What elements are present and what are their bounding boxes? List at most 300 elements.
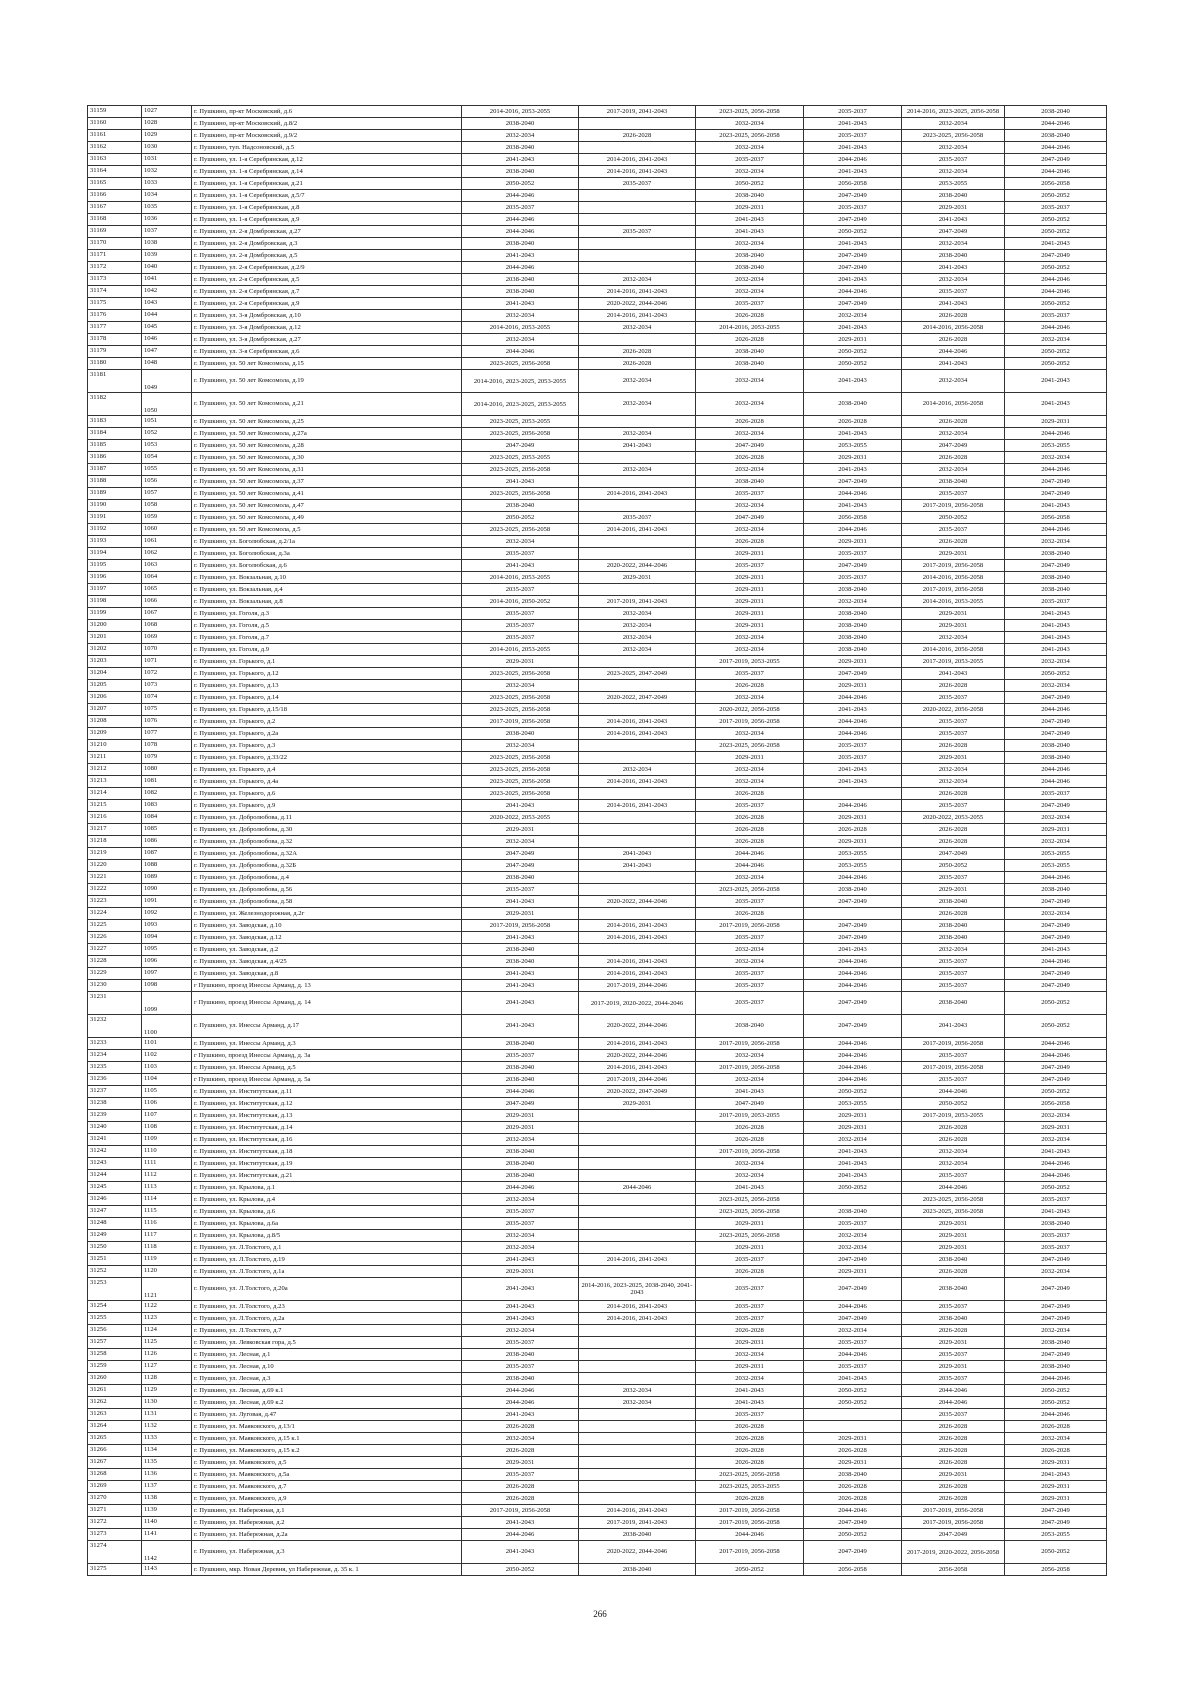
period-cell-4: 2050-2052 [804,226,902,238]
table-row [88,1505,1107,1517]
period-cell-6: 2050-2052 [1005,668,1107,680]
period-cell-4: 2026-2028 [804,824,902,836]
period-cell-4: 2044-2046 [804,980,902,992]
period-cell-2: 2014-2016, 2041-2043 [579,920,696,932]
period-cell-2 [579,1206,696,1218]
address-cell: г. Пушкино, ул. 50 лет Комсомола, д.41 [192,488,462,500]
period-cell-1: 2038-2040 [462,956,579,968]
row-id-cell: 31177 [88,322,142,334]
row-id-cell: 31229 [88,968,142,980]
row-id-cell: 31272 [88,1517,142,1529]
house-code-cell: 1124 [142,1325,192,1337]
period-cell-5: 2017-2019, 2056-2058 [902,1517,1005,1529]
row-id-cell: 31215 [88,800,142,812]
period-cell-5: 2026-2028 [902,680,1005,692]
period-cell-3: 2035-2037 [696,932,804,944]
period-cell-1: 2041-2043 [462,1313,579,1325]
address-cell: г. Пушкино, ул. Л.Толстого, д.1 [192,1242,462,1254]
period-cell-1: 2014-2016, 2050-2052 [462,596,579,608]
row-id-cell: 31227 [88,944,142,956]
period-cell-4: 2032-2034 [804,310,902,322]
period-cell-6: 2041-2043 [1005,608,1107,620]
row-id-cell: 31160 [88,118,142,130]
period-cell-1: 2041-2043 [462,298,579,310]
period-cell-1: 2047-2049 [462,440,579,452]
table-row [88,548,1107,560]
period-cell-3: 2041-2043 [696,1397,804,1409]
period-cell-4: 2041-2043 [804,428,902,440]
period-cell-6: 2047-2049 [1005,1517,1107,1529]
period-cell-3: 2029-2031 [696,752,804,764]
period-cell-6: 2044-2046 [1005,142,1107,154]
address-cell: г. Пушкино, ул. 50 лет Комсомола, д.21 [192,393,462,416]
period-cell-4 [804,908,902,920]
period-cell-4: 2035-2037 [804,1337,902,1349]
row-id-cell: 31198 [88,596,142,608]
address-cell: г. Пушкино, ул. 50 лет Комсомола, д.25 [192,416,462,428]
house-code-cell: 1118 [142,1242,192,1254]
period-cell-5: 2032-2034 [902,764,1005,776]
period-cell-4: 2029-2031 [804,1122,902,1134]
house-code-cell: 1129 [142,1385,192,1397]
house-code-cell: 1107 [142,1110,192,1122]
table-row [88,620,1107,632]
period-cell-5: 2017-2019, 2020-2022, 2056-2058 [902,1541,1005,1564]
period-cell-2: 2014-2016, 2041-2043 [579,716,696,728]
house-code-cell: 1114 [142,1194,192,1206]
period-cell-3: 2035-2037 [696,1254,804,1266]
address-cell: г. Пушкино, ул. Л.Толстого, д.20а [192,1278,462,1301]
period-cell-3: 2017-2019, 2056-2058 [696,1038,804,1050]
table-row [88,1134,1107,1146]
period-cell-5: 2029-2031 [902,620,1005,632]
period-cell-2: 2020-2022, 2044-2046 [579,1050,696,1062]
row-id-cell: 31166 [88,190,142,202]
period-cell-6: 2044-2046 [1005,776,1107,788]
house-code-cell: 1126 [142,1349,192,1361]
period-cell-4: 2029-2031 [804,836,902,848]
period-cell-3: 2026-2028 [696,1122,804,1134]
period-cell-2: 2014-2016, 2041-2043 [579,1313,696,1325]
period-cell-3: 2023-2025, 2056-2058 [696,740,804,752]
period-cell-3: 2032-2034 [696,1373,804,1385]
period-cell-5: 2029-2031 [902,1337,1005,1349]
period-cell-2 [579,752,696,764]
period-cell-2: 2020-2022, 2044-2046 [579,298,696,310]
address-cell: г. Пушкино, ул. Заводская, д.8 [192,968,462,980]
address-cell: г. Пушкино, ул. Л.Толстого, д.23 [192,1301,462,1313]
period-cell-5: 2026-2028 [902,1134,1005,1146]
period-cell-5: 2035-2037 [902,800,1005,812]
period-cell-4: 2041-2043 [804,764,902,776]
house-code-cell: 1065 [142,584,192,596]
period-cell-6: 2038-2040 [1005,884,1107,896]
period-cell-1: 2047-2049 [462,860,579,872]
period-cell-1: 2023-2025, 2056-2058 [462,752,579,764]
period-cell-6: 2044-2046 [1005,274,1107,286]
period-cell-5: 2029-2031 [902,1230,1005,1242]
row-id-cell: 31250 [88,1242,142,1254]
period-cell-5: 2032-2034 [902,142,1005,154]
row-id-cell: 31190 [88,500,142,512]
row-id-cell: 31264 [88,1421,142,1433]
period-cell-5: 2026-2028 [902,334,1005,346]
period-cell-5: 2032-2034 [902,370,1005,393]
period-cell-3: 2026-2028 [696,1493,804,1505]
address-cell: г Пушкино, проезд Инессы Арманд, д. 14 [192,992,462,1015]
period-cell-6: 2038-2040 [1005,752,1107,764]
period-cell-5: 2035-2037 [902,1301,1005,1313]
period-cell-2: 2017-2019, 2041-2043 [579,1517,696,1529]
period-cell-3: 2029-2031 [696,620,804,632]
period-cell-6: 2050-2052 [1005,1397,1107,1409]
period-cell-4: 2047-2049 [804,262,902,274]
house-code-cell: 1123 [142,1313,192,1325]
table-row [88,130,1107,142]
table-row [88,860,1107,872]
period-cell-1: 2029-2031 [462,1266,579,1278]
period-cell-2: 2026-2028 [579,358,696,370]
table-row [88,250,1107,262]
period-cell-1: 2029-2031 [462,824,579,836]
period-cell-5: 2017-2019, 2056-2058 [902,1038,1005,1050]
table-row [88,1158,1107,1170]
address-cell: г. Пушкино, ул. Заводская, д.12 [192,932,462,944]
period-cell-5: 2032-2034 [902,776,1005,788]
period-cell-5: 2035-2037 [902,524,1005,536]
table-row [88,202,1107,214]
house-code-cell: 1105 [142,1086,192,1098]
period-cell-4: 2032-2034 [804,1325,902,1337]
period-cell-2: 2014-2016, 2041-2043 [579,154,696,166]
period-cell-4: 2053-2055 [804,440,902,452]
period-cell-2: 2014-2016, 2041-2043 [579,728,696,740]
period-cell-4: 2053-2055 [804,860,902,872]
table-row [88,560,1107,572]
period-cell-2 [579,1266,696,1278]
period-cell-2: 2029-2031 [579,1098,696,1110]
period-cell-5: 2023-2025, 2056-2058 [902,1194,1005,1206]
period-cell-1: 2038-2040 [462,1074,579,1086]
period-cell-6: 2050-2052 [1005,1086,1107,1098]
period-cell-1: 2014-2016, 2053-2055 [462,106,579,118]
table-row [88,1266,1107,1278]
period-cell-2: 2017-2019, 2044-2046 [579,1074,696,1086]
table-row [88,298,1107,310]
house-code-cell: 1036 [142,214,192,226]
house-code-cell: 1104 [142,1074,192,1086]
period-cell-4: 2050-2052 [804,1397,902,1409]
house-code-cell: 1075 [142,704,192,716]
address-cell: г. Пушкино, ул. Крылова, д.8/5 [192,1230,462,1242]
period-cell-6: 2029-2031 [1005,1457,1107,1469]
period-cell-3: 2032-2034 [696,464,804,476]
house-code-cell: 1116 [142,1218,192,1230]
address-cell: г. Пушкино, ул. 50 лет Комсомола, д.49 [192,512,462,524]
table-row [88,932,1107,944]
period-cell-2: 2020-2022, 2044-2046 [579,896,696,908]
house-code-cell: 1032 [142,166,192,178]
period-cell-5: 2035-2037 [902,716,1005,728]
period-cell-2: 2038-2040 [579,1564,696,1576]
table-row [88,872,1107,884]
period-cell-2 [579,142,696,154]
house-code-cell: 1069 [142,632,192,644]
address-cell: г. Пушкино, ул. Лесная, д.10 [192,1361,462,1373]
address-cell: г. Пушкино, ул. 1-я Серебрянская, д.21 [192,178,462,190]
period-cell-5: 2038-2040 [902,992,1005,1015]
period-cell-4 [804,1409,902,1421]
period-cell-2: 2014-2016, 2041-2043 [579,166,696,178]
period-cell-1: 2026-2028 [462,1481,579,1493]
period-cell-6: 2029-2031 [1005,416,1107,428]
period-cell-5: 2032-2034 [902,118,1005,130]
page-number: 266 [593,1609,607,1619]
period-cell-2: 2032-2034 [579,464,696,476]
house-code-cell: 1136 [142,1469,192,1481]
period-cell-2 [579,1409,696,1421]
house-code-cell: 1128 [142,1373,192,1385]
period-cell-4: 2044-2046 [804,728,902,740]
period-cell-2: 2014-2016, 2041-2043 [579,1301,696,1313]
period-cell-3: 2029-2031 [696,1361,804,1373]
period-cell-3: 2035-2037 [696,154,804,166]
period-cell-4: 2041-2043 [804,274,902,286]
period-cell-6: 2050-2052 [1005,992,1107,1015]
address-cell: г. Пушкино, ул. 50 лет Комсомола, д.19 [192,370,462,393]
period-cell-4: 2038-2040 [804,620,902,632]
row-id-cell: 31221 [88,872,142,884]
row-id-cell: 31230 [88,980,142,992]
period-cell-6: 2038-2040 [1005,740,1107,752]
period-cell-4: 2041-2043 [804,1146,902,1158]
house-code-cell: 1062 [142,548,192,560]
period-cell-6: 2047-2049 [1005,728,1107,740]
house-code-cell: 1092 [142,908,192,920]
period-cell-3: 2050-2052 [696,1564,804,1576]
house-code-cell: 1140 [142,1517,192,1529]
period-cell-1: 2017-2019, 2056-2058 [462,716,579,728]
period-cell-4: 2029-2031 [804,1266,902,1278]
period-cell-1: 2035-2037 [462,884,579,896]
period-cell-3: 2026-2028 [696,334,804,346]
row-id-cell: 31197 [88,584,142,596]
address-cell: г. Пушкино, ул. Лесная, д.3 [192,1373,462,1385]
period-cell-6: 2044-2046 [1005,872,1107,884]
period-cell-5: 2032-2034 [902,238,1005,250]
period-cell-1: 2038-2040 [462,1170,579,1182]
period-cell-4: 2041-2043 [804,1158,902,1170]
house-code-cell: 1029 [142,130,192,142]
address-cell: г. Пушкино, ул. 50 лет Комсомола, д.27а [192,428,462,440]
period-cell-3: 2032-2034 [696,1158,804,1170]
row-id-cell: 31207 [88,704,142,716]
period-cell-4: 2047-2049 [804,1015,902,1038]
period-cell-5: 2017-2019, 2056-2058 [902,584,1005,596]
period-cell-3: 2032-2034 [696,286,804,298]
period-cell-3: 2023-2025, 2056-2058 [696,1206,804,1218]
period-cell-6: 2047-2049 [1005,488,1107,500]
period-cell-3: 2029-2031 [696,1337,804,1349]
house-code-cell: 1098 [142,980,192,992]
period-cell-5: 2014-2016, 2023-2025, 2056-2058 [902,106,1005,118]
period-cell-1: 2041-2043 [462,476,579,488]
period-cell-1: 2044-2046 [462,1397,579,1409]
period-cell-4: 2029-2031 [804,680,902,692]
house-code-cell: 1131 [142,1409,192,1421]
period-cell-3: 2047-2049 [696,1098,804,1110]
period-cell-5: 2044-2046 [902,1397,1005,1409]
address-cell: г. Пушкино, ул. Л.Толстого, д.7 [192,1325,462,1337]
address-cell: г. Пушкино, ул. Инессы Арманд, д.5 [192,1062,462,1074]
period-cell-4: 2044-2046 [804,692,902,704]
period-cell-4: 2041-2043 [804,322,902,334]
period-cell-6: 2044-2046 [1005,1050,1107,1062]
address-cell: г. Пушкино, ул. Набережная, д.3 [192,1541,462,1564]
row-id-cell: 31188 [88,476,142,488]
period-cell-4: 2032-2034 [804,1230,902,1242]
period-cell-2 [579,908,696,920]
period-cell-1: 2035-2037 [462,584,579,596]
period-cell-6: 2038-2040 [1005,1361,1107,1373]
period-cell-5: 2035-2037 [902,728,1005,740]
house-code-cell: 1133 [142,1433,192,1445]
house-code-cell: 1039 [142,250,192,262]
period-cell-1: 2023-2025, 2056-2058 [462,524,579,536]
row-id-cell: 31265 [88,1433,142,1445]
row-id-cell: 31220 [88,860,142,872]
row-id-cell: 31244 [88,1170,142,1182]
period-cell-1: 2038-2040 [462,1349,579,1361]
period-cell-2: 2014-2016, 2041-2043 [579,800,696,812]
period-cell-3: 2041-2043 [696,1086,804,1098]
period-cell-4: 2035-2037 [804,572,902,584]
house-code-cell: 1046 [142,334,192,346]
row-id-cell: 31170 [88,238,142,250]
period-cell-6: 2035-2037 [1005,310,1107,322]
period-cell-5: 2035-2037 [902,1170,1005,1182]
table-row [88,884,1107,896]
period-cell-3: 2035-2037 [696,896,804,908]
house-code-cell: 1074 [142,692,192,704]
table-row [88,1373,1107,1385]
period-cell-6: 2029-2031 [1005,824,1107,836]
address-cell: г. Пушкино, ул. Институтская, д.11 [192,1086,462,1098]
period-cell-6: 2050-2052 [1005,1385,1107,1397]
row-id-cell: 31257 [88,1337,142,1349]
table-row [88,1433,1107,1445]
period-cell-3: 2035-2037 [696,668,804,680]
address-cell: г. Пушкино, ул. Горького, д.9 [192,800,462,812]
house-code-cell: 1111 [142,1158,192,1170]
period-cell-4: 2047-2049 [804,476,902,488]
row-id-cell: 31273 [88,1529,142,1541]
address-cell: г. Пушкино, туп. Надсоновский, д.5 [192,142,462,154]
house-code-cell: 1073 [142,680,192,692]
house-code-cell: 1101 [142,1038,192,1050]
table-row [88,836,1107,848]
period-cell-4: 2047-2049 [804,1313,902,1325]
address-cell: г. Пушкино, ул. Горького, д.3 [192,740,462,752]
period-cell-2 [579,1373,696,1385]
period-cell-2 [579,190,696,202]
row-id-cell: 31245 [88,1182,142,1194]
address-cell: г. Пушкино, ул. Крылова, д.1 [192,1182,462,1194]
period-cell-4: 2038-2040 [804,644,902,656]
period-cell-1: 2029-2031 [462,1110,579,1122]
table-row [88,358,1107,370]
period-cell-1: 2035-2037 [462,548,579,560]
house-code-cell: 1125 [142,1337,192,1349]
period-cell-6: 2053-2055 [1005,848,1107,860]
period-cell-6: 2047-2049 [1005,1301,1107,1313]
table-row [88,476,1107,488]
table-row [88,1038,1107,1050]
house-code-cell: 1100 [142,1015,192,1038]
period-cell-3: 2017-2019, 2056-2058 [696,1062,804,1074]
table-row [88,346,1107,358]
period-cell-2 [579,824,696,836]
period-cell-4: 2029-2031 [804,1457,902,1469]
row-id-cell: 31249 [88,1230,142,1242]
table-row [88,992,1107,1015]
row-id-cell: 31228 [88,956,142,968]
period-cell-2 [579,238,696,250]
table-row [88,1385,1107,1397]
period-cell-4: 2044-2046 [804,524,902,536]
period-cell-1: 2035-2037 [462,1218,579,1230]
period-cell-1: 2038-2040 [462,1373,579,1385]
period-cell-5: 2026-2028 [902,310,1005,322]
period-cell-3: 2050-2052 [696,178,804,190]
period-cell-6: 2044-2046 [1005,524,1107,536]
period-cell-1: 2044-2046 [462,1385,579,1397]
period-cell-4: 2035-2037 [804,752,902,764]
period-cell-5: 2038-2040 [902,1278,1005,1301]
row-id-cell: 31225 [88,920,142,932]
period-cell-2 [579,500,696,512]
period-cell-1: 2038-2040 [462,728,579,740]
period-cell-1: 2041-2043 [462,560,579,572]
period-cell-1: 2038-2040 [462,274,579,286]
period-cell-6: 2050-2052 [1005,226,1107,238]
row-id-cell: 31266 [88,1445,142,1457]
house-code-cell: 1084 [142,812,192,824]
period-cell-2: 2035-2037 [579,226,696,238]
period-cell-1: 2023-2025, 2056-2058 [462,358,579,370]
row-id-cell: 31269 [88,1481,142,1493]
table-row [88,632,1107,644]
period-cell-3: 2017-2019, 2056-2058 [696,920,804,932]
period-cell-5: 2044-2046 [902,1182,1005,1194]
period-cell-2 [579,1218,696,1230]
period-cell-4: 2026-2028 [804,1481,902,1493]
period-cell-1: 2017-2019, 2056-2058 [462,920,579,932]
period-cell-1: 2032-2034 [462,334,579,346]
period-cell-3: 2032-2034 [696,1074,804,1086]
period-cell-4: 2038-2040 [804,393,902,416]
period-cell-1: 2041-2043 [462,992,579,1015]
address-cell: г. Пушкино, ул. Добролюбова, д.56 [192,884,462,896]
row-id-cell: 31196 [88,572,142,584]
address-cell: г. Пушкино, ул. 50 лет Комсомола, д.31 [192,464,462,476]
period-cell-3: 2035-2037 [696,1409,804,1421]
address-cell: г. Пушкино, ул. Горького, д.12 [192,668,462,680]
period-cell-5: 2041-2043 [902,262,1005,274]
period-cell-1: 2032-2034 [462,536,579,548]
period-cell-6: 2032-2034 [1005,334,1107,346]
period-cell-2: 2032-2034 [579,632,696,644]
